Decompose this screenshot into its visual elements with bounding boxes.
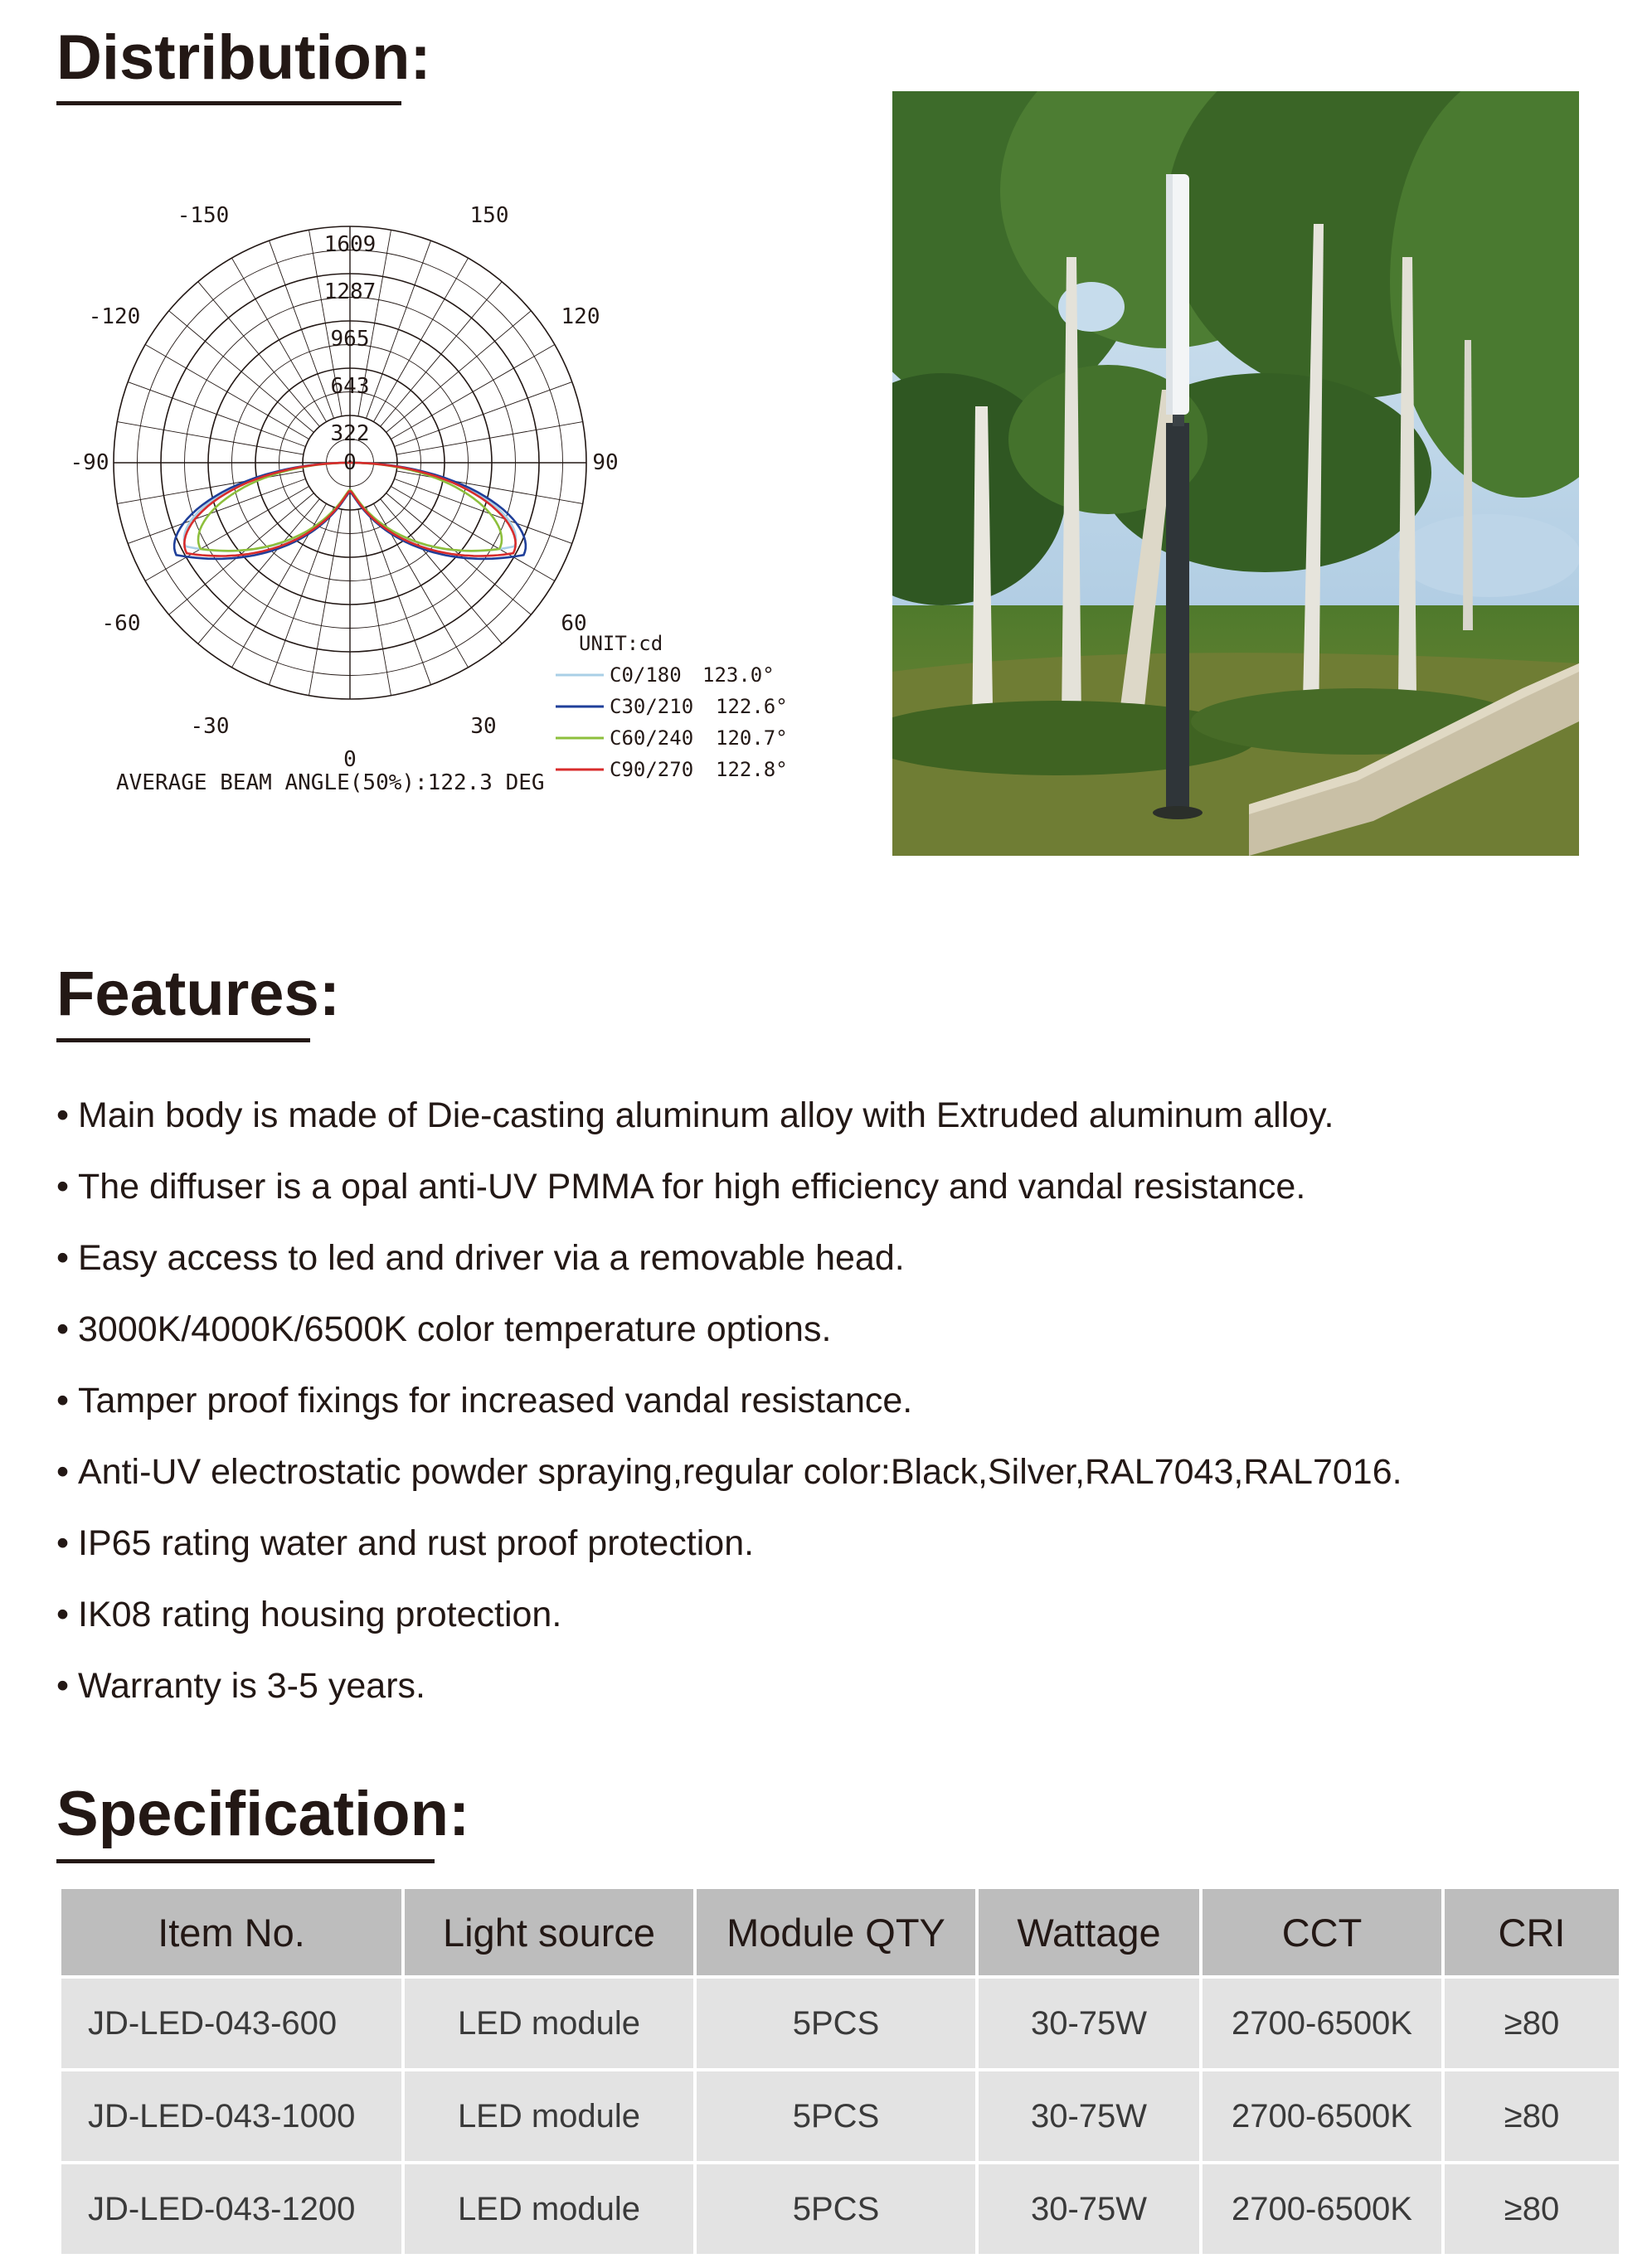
cell-cct: 2700-6500K — [1203, 2164, 1441, 2254]
polar-spoke — [145, 487, 309, 581]
polar-spoke — [232, 258, 327, 421]
angle-label-upper-right: 150 — [469, 203, 509, 228]
table-header-row — [61, 1889, 1619, 1975]
cell-wattage: 30-75W — [979, 2164, 1199, 2254]
polar-spoke — [309, 509, 343, 696]
cell-module-qty: 5PCS — [697, 1979, 975, 2068]
radial-tick-label: 643 — [330, 374, 370, 400]
polar-spoke — [391, 345, 554, 440]
legend-angle-c30: 122.6° — [716, 695, 788, 718]
angle-label-right-90: 90 — [592, 450, 619, 475]
cell-cri: ≥80 — [1445, 1979, 1619, 2068]
legend-name-c90: C90/270 — [610, 758, 694, 781]
angle-label-left-30: -30 — [190, 714, 230, 739]
cell-light-source: LED module — [405, 1979, 693, 2068]
feature-item: • The diffuser is a opal anti-UV PMMA for high efficiency and vandal resistance. — [56, 1151, 1616, 1222]
legend-angle-c0: 123.0° — [702, 663, 775, 687]
table-row — [61, 2071, 1619, 2161]
polar-spoke — [145, 345, 309, 440]
polar-spoke — [386, 311, 532, 433]
polar-spoke — [374, 258, 469, 421]
product-installation-photo — [892, 91, 1579, 856]
specification-title: Specification: — [56, 1779, 470, 1849]
polar-spoke — [169, 311, 314, 433]
unit-label: UNIT:cd — [579, 632, 663, 655]
polar-spoke — [366, 240, 430, 418]
features-title-underline — [56, 1038, 310, 1042]
legend-name-c30: C30/210 — [610, 695, 694, 718]
feature-item: • Main body is made of Die-casting aluminum alloy with Extruded aluminum alloy. — [56, 1080, 1616, 1151]
polar-spoke — [128, 382, 305, 447]
radial-tick-label: 1609 — [323, 232, 377, 257]
header-cct: CCT — [1203, 1889, 1441, 1975]
angle-label-left-90: -90 — [70, 450, 109, 475]
angle-label-upper-left: -150 — [177, 203, 230, 228]
polar-spoke — [381, 282, 503, 427]
table-row — [61, 2164, 1619, 2254]
cell-cri: ≥80 — [1445, 2071, 1619, 2161]
radial-tick-label: 1287 — [323, 279, 377, 305]
bullet: • — [56, 1452, 70, 1492]
feature-item: • 3000K/4000K/6500K color temperature options. — [56, 1294, 1616, 1365]
bullet: • — [56, 1666, 70, 1706]
feature-item: • IP65 rating water and rust proof protection. — [56, 1508, 1616, 1579]
bullet: • — [56, 1238, 70, 1278]
radial-tick-label: 322 — [330, 420, 370, 446]
polar-spoke — [270, 240, 334, 418]
cell-wattage: 30-75W — [979, 2071, 1199, 2161]
bullet: • — [56, 1381, 70, 1421]
angle-label-top: 0 — [343, 450, 357, 475]
specification-table — [58, 1886, 1622, 2257]
radial-tick-label: 965 — [330, 327, 370, 352]
header-module-qty: Module QTY — [697, 1889, 975, 1975]
light-distribution-chart — [33, 166, 813, 813]
feature-item: • IK08 rating housing protection. — [56, 1579, 1616, 1650]
polar-spoke — [395, 382, 572, 447]
bullet: • — [56, 1523, 70, 1563]
bullet: • — [56, 1167, 70, 1207]
cell-item-no: JD-LED-043-1200 — [61, 2164, 401, 2254]
feature-item: • Anti-UV electrostatic powder spraying,regular color:Black,Silver,RAL7043,RAL7016. — [56, 1436, 1616, 1508]
cell-wattage: 30-75W — [979, 1979, 1199, 2068]
cell-cct: 2700-6500K — [1203, 1979, 1441, 2068]
cell-cct: 2700-6500K — [1203, 2071, 1441, 2161]
legend-angle-c90: 122.8° — [716, 758, 788, 781]
feature-item: • Warranty is 3-5 years. — [56, 1650, 1616, 1722]
table-row — [61, 1979, 1619, 2068]
bullet: • — [56, 1095, 70, 1135]
feature-item: • Easy access to led and driver via a removable head. — [56, 1222, 1616, 1294]
features-title: Features: — [56, 959, 341, 1029]
polar-spoke — [395, 478, 572, 543]
features-list — [56, 1080, 1616, 1722]
header-wattage: Wattage — [979, 1889, 1199, 1975]
distribution-title-underline — [56, 101, 401, 105]
cell-item-no: JD-LED-043-600 — [61, 1979, 401, 2068]
header-light-source: Light source — [405, 1889, 693, 1975]
bullet: • — [56, 1309, 70, 1349]
legend-name-c60: C60/240 — [610, 726, 694, 750]
legend-angle-c60: 120.7° — [716, 726, 788, 750]
polar-spoke — [358, 509, 391, 696]
angle-label-bottom: 0 — [343, 747, 357, 772]
polar-spoke — [117, 422, 304, 455]
header-item-no: Item No. — [61, 1889, 401, 1975]
polar-spoke — [128, 478, 305, 543]
feature-item: • Tamper proof fixings for increased vandal resistance. — [56, 1365, 1616, 1436]
angle-label-left-60: -60 — [101, 611, 141, 636]
angle-label-left-120: -120 — [88, 304, 141, 329]
cell-module-qty: 5PCS — [697, 2071, 975, 2161]
polar-spoke — [396, 422, 583, 455]
angle-label-right-120: 120 — [561, 304, 600, 329]
average-beam-angle: AVERAGE BEAM ANGLE(50%):122.3 DEG — [116, 770, 545, 795]
cell-light-source: LED module — [405, 2071, 693, 2161]
angle-label-right-60: 60 — [561, 611, 587, 636]
polar-spoke — [198, 282, 320, 427]
header-cri: CRI — [1445, 1889, 1619, 1975]
distribution-title: Distribution: — [56, 22, 431, 93]
polar-spoke — [381, 499, 503, 644]
polar-spoke — [391, 487, 554, 581]
specification-title-underline — [56, 1859, 435, 1863]
cell-cri: ≥80 — [1445, 2164, 1619, 2254]
legend-name-c0: C0/180 — [610, 663, 682, 687]
bullet: • — [56, 1595, 70, 1634]
cell-item-no: JD-LED-043-1000 — [61, 2071, 401, 2161]
angle-label-right-30: 30 — [470, 714, 497, 739]
cell-module-qty: 5PCS — [697, 2164, 975, 2254]
polar-spoke — [198, 499, 320, 644]
cell-light-source: LED module — [405, 2164, 693, 2254]
